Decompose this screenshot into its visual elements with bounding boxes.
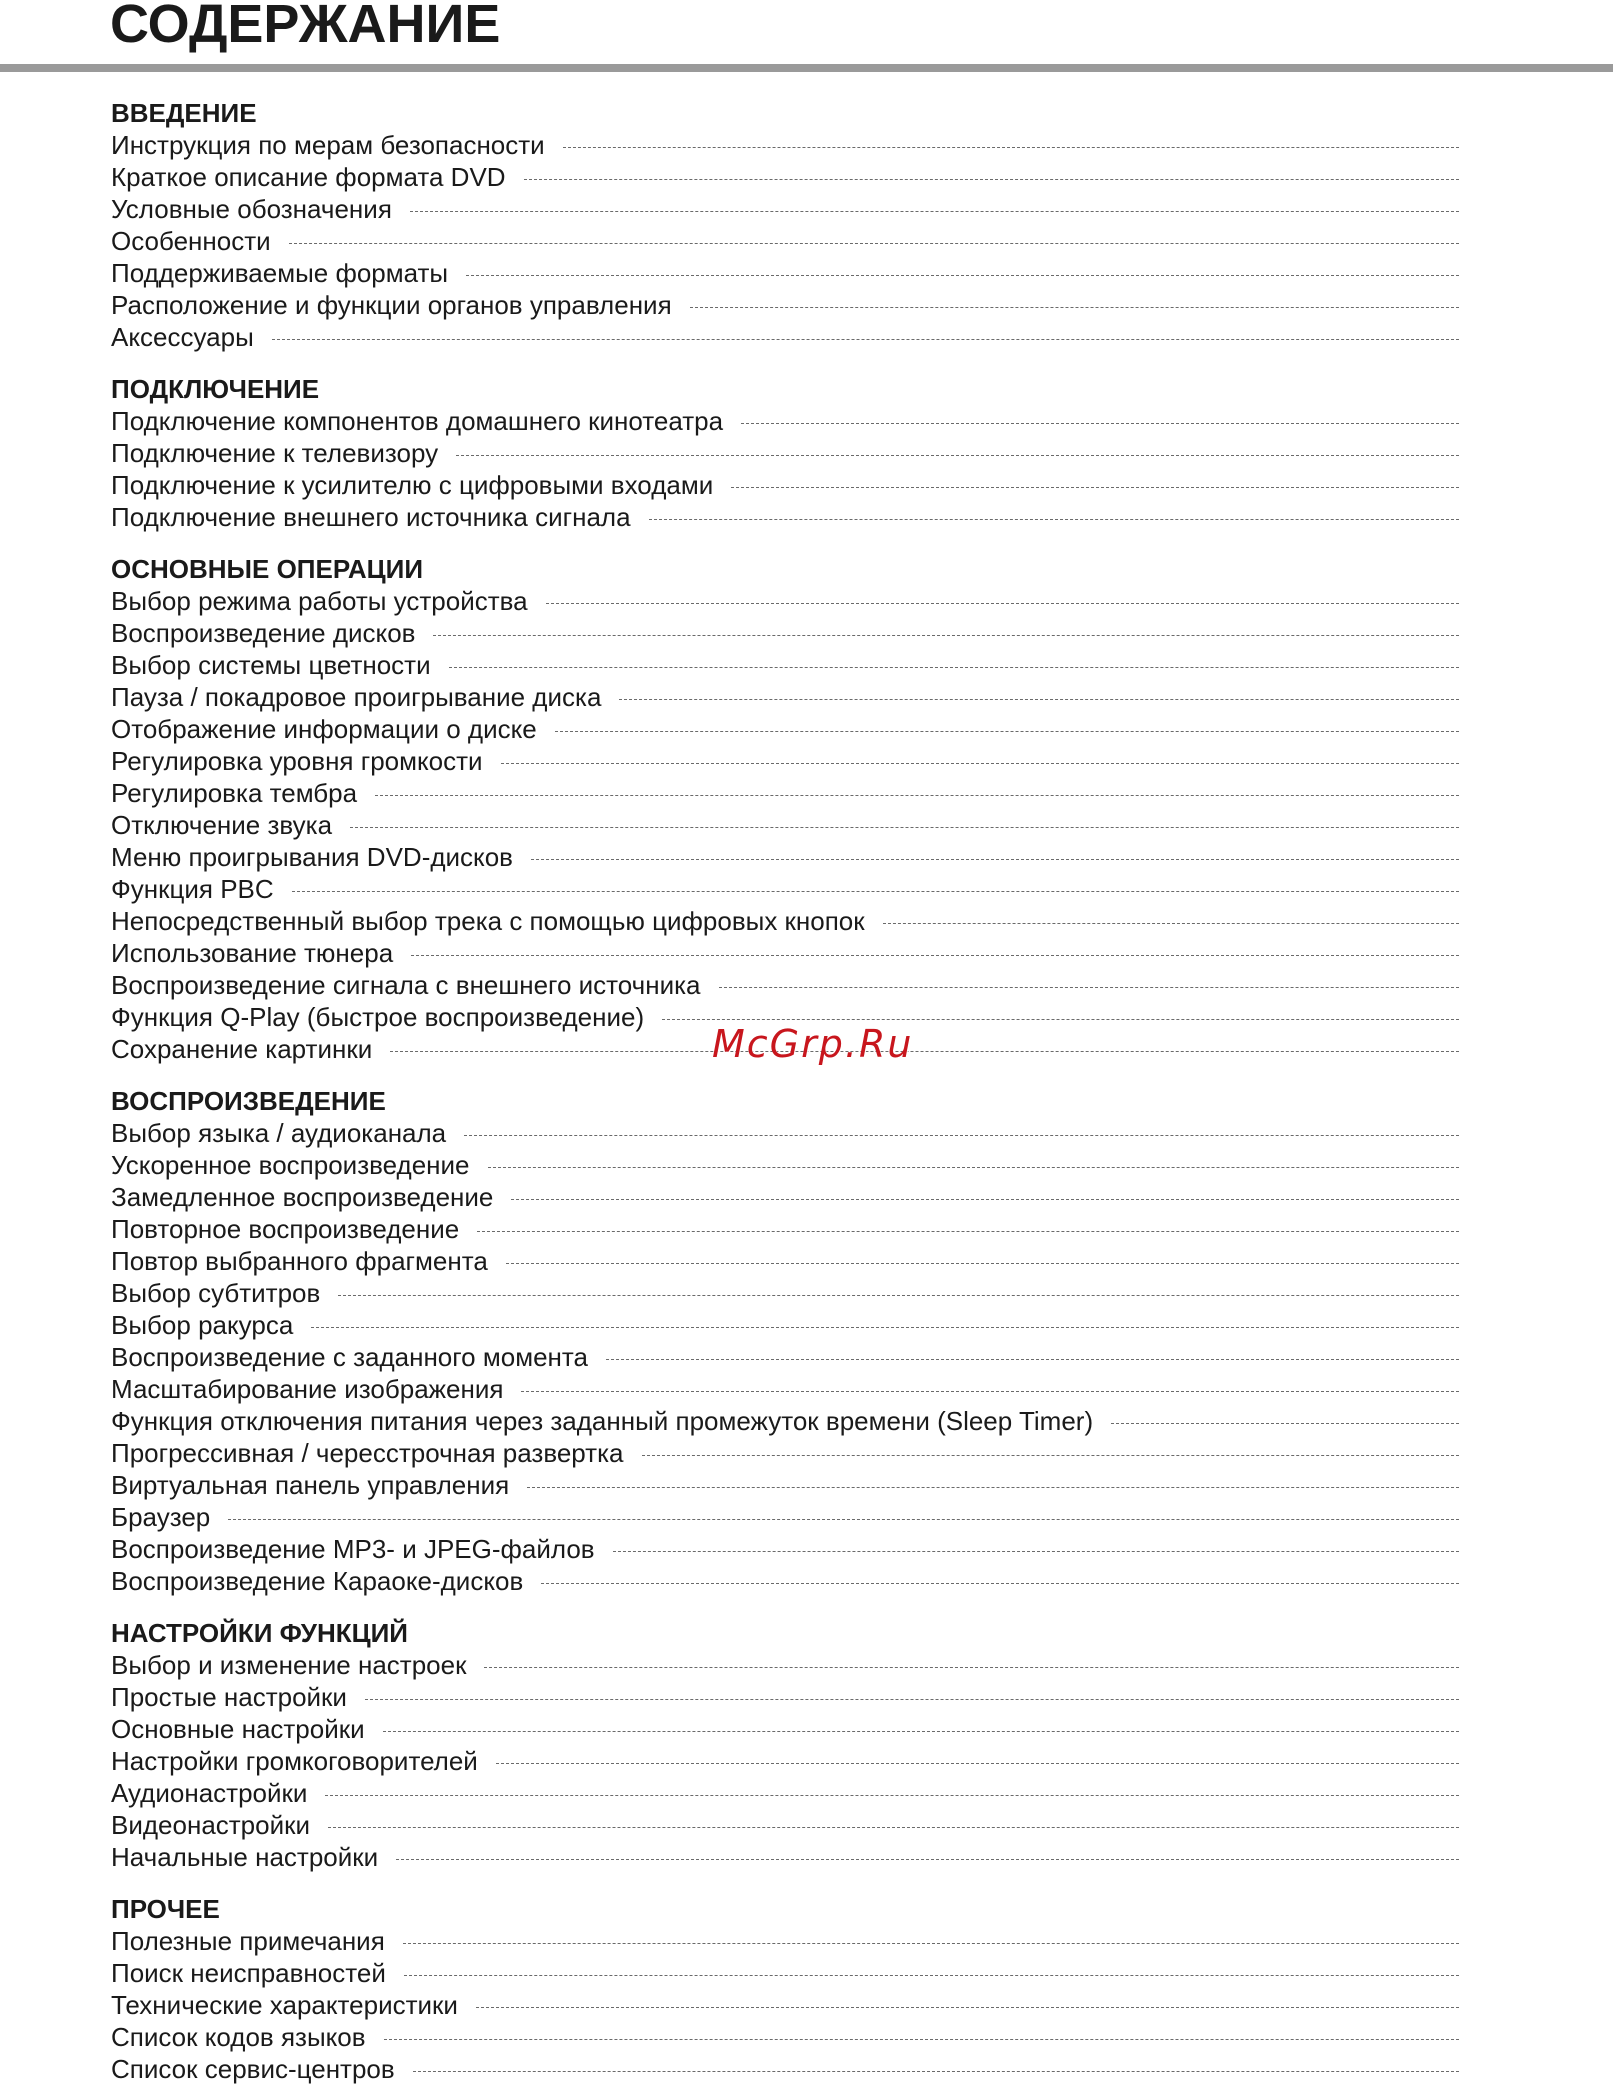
- dotted-leader: [555, 731, 1459, 732]
- toc-entry: [111, 1841, 1459, 1873]
- toc-entry-label: Прогрессивная / чересстрочная развертка: [111, 1438, 624, 1468]
- toc-entry: [111, 161, 1459, 193]
- toc-entry: [111, 1533, 1459, 1565]
- dotted-leader: [396, 1859, 1459, 1860]
- toc-entry: [111, 1713, 1459, 1745]
- toc-entry: [111, 289, 1459, 321]
- toc-section: [111, 373, 1459, 533]
- toc-entry: [111, 1501, 1459, 1533]
- toc-entry: [111, 809, 1459, 841]
- toc-entry: [111, 1373, 1459, 1405]
- toc-entry: [111, 1309, 1459, 1341]
- dotted-leader: [619, 699, 1459, 700]
- toc-entry-label: Расположение и функции органов управления: [111, 290, 672, 320]
- dotted-leader: [642, 1455, 1460, 1456]
- toc-entry-label: Полезные примечания: [111, 1926, 385, 1956]
- dotted-leader: [383, 1731, 1459, 1732]
- toc-entry: [111, 1341, 1459, 1373]
- section-heading: НАСТРОЙКИ ФУНКЦИЙ: [111, 1618, 408, 1648]
- toc-entry-label: Список сервис-центров: [111, 2054, 395, 2084]
- toc-entry: [111, 405, 1459, 437]
- toc-entry-label: Непосредственный выбор трека с помощью цифровых кнопок: [111, 906, 865, 936]
- toc-entry-label: Краткое описание формата DVD: [111, 162, 506, 192]
- toc-entry: [111, 713, 1459, 745]
- toc-section: [111, 1617, 1459, 1873]
- toc-entry: [111, 1745, 1459, 1777]
- toc-entry: [111, 1957, 1459, 1989]
- dotted-leader: [546, 603, 1459, 604]
- toc-section: [111, 553, 1459, 1065]
- dotted-leader: [563, 147, 1459, 148]
- toc-entry-label: Поиск неисправностей: [111, 1958, 386, 1988]
- dotted-leader: [484, 1667, 1459, 1668]
- toc-entry: [111, 1437, 1459, 1469]
- watermark: McGrp.Ru: [712, 1022, 914, 1066]
- dotted-leader: [272, 339, 1459, 340]
- toc-entry-label: Особенности: [111, 226, 271, 256]
- dotted-leader: [524, 179, 1459, 180]
- toc-entry-label: Воспроизведение с заданного момента: [111, 1342, 588, 1372]
- toc-entry-label: Функция PBC: [111, 874, 274, 904]
- toc-entry: [111, 1213, 1459, 1245]
- toc-section: [111, 97, 1459, 353]
- toc-entry: [111, 1117, 1459, 1149]
- toc-entry-label: Использование тюнера: [111, 938, 394, 968]
- toc-entry: [111, 681, 1459, 713]
- toc-entry-label: Функция отключения питания через заданный промежуток времени (Sleep Timer): [111, 1406, 1094, 1436]
- toc-entry: [111, 1469, 1459, 1501]
- dotted-leader: [292, 891, 1459, 892]
- dotted-leader: [511, 1199, 1459, 1200]
- toc-entry: [111, 1181, 1459, 1213]
- toc-entry: [111, 225, 1459, 257]
- section-heading: ПОДКЛЮЧЕНИЕ: [111, 374, 320, 404]
- dotted-leader: [1111, 1423, 1459, 1424]
- toc-entry-label: Аксессуары: [111, 322, 254, 352]
- dotted-leader: [311, 1327, 1459, 1328]
- toc-entry: [111, 501, 1459, 533]
- toc-entry: [111, 437, 1459, 469]
- section-heading: ОСНОВНЫЕ ОПЕРАЦИИ: [111, 554, 424, 584]
- dotted-leader: [506, 1263, 1459, 1264]
- toc-entry-label: Аудионастройки: [111, 1778, 308, 1808]
- toc-entry-label: Подключение к телевизору: [111, 438, 439, 468]
- dotted-leader: [411, 955, 1459, 956]
- toc-entry-label: Поддерживаемые форматы: [111, 258, 449, 288]
- toc-entry-label: Подключение к усилителю с цифровыми входами: [111, 470, 714, 500]
- title-divider: [0, 64, 1613, 72]
- toc-entry-label: Настройки громкоговорителей: [111, 1746, 478, 1776]
- dotted-leader: [413, 2071, 1459, 2072]
- toc-entry-label: Инструкция по мерам безопасности: [111, 130, 545, 160]
- toc-entry-label: Функция Q-Play (быстрое воспроизведение): [111, 1002, 645, 1032]
- toc-entry-label: Технические характеристики: [111, 1990, 458, 2020]
- toc-entry: [111, 969, 1459, 1001]
- dotted-leader: [464, 1135, 1459, 1136]
- dotted-leader: [613, 1551, 1459, 1552]
- toc-entry: [111, 2053, 1459, 2085]
- toc-entry-label: Основные настройки: [111, 1714, 365, 1744]
- dotted-leader: [521, 1391, 1459, 1392]
- dotted-leader: [476, 2007, 1459, 2008]
- dotted-leader: [456, 455, 1459, 456]
- dotted-leader: [375, 795, 1459, 796]
- toc-entry-label: Отключение звука: [111, 810, 333, 840]
- toc-entry-label: Виртуальная панель управления: [111, 1470, 510, 1500]
- toc-entry-label: Условные обозначения: [111, 194, 392, 224]
- toc-entry: [111, 777, 1459, 809]
- dotted-leader: [496, 1763, 1459, 1764]
- toc-entry-label: Масштабирование изображения: [111, 1374, 504, 1404]
- toc-section: [111, 1893, 1459, 2085]
- dotted-leader: [289, 243, 1459, 244]
- dotted-leader: [606, 1359, 1459, 1360]
- dotted-leader: [690, 307, 1459, 308]
- toc-entry: [111, 905, 1459, 937]
- toc-entry: [111, 937, 1459, 969]
- dotted-leader: [488, 1167, 1460, 1168]
- dotted-leader: [350, 827, 1459, 828]
- toc-entry: [111, 1277, 1459, 1309]
- toc-entry-label: Простые настройки: [111, 1682, 347, 1712]
- toc-entry: [111, 1925, 1459, 1957]
- dotted-leader: [338, 1295, 1459, 1296]
- toc-entry-label: Воспроизведение MP3- и JPEG-файлов: [111, 1534, 595, 1564]
- toc-entry: [111, 257, 1459, 289]
- toc-entry: [111, 1565, 1459, 1597]
- dotted-leader: [477, 1231, 1459, 1232]
- toc-section: [111, 1085, 1459, 1597]
- toc-entry: [111, 1149, 1459, 1181]
- dotted-leader: [531, 859, 1459, 860]
- toc-entry-label: Выбор и изменение настроек: [111, 1650, 467, 1680]
- toc-entry: [111, 1649, 1459, 1681]
- toc-entry-label: Подключение внешнего источника сигнала: [111, 502, 631, 532]
- toc-entry: [111, 1405, 1459, 1437]
- toc-entry-label: Выбор системы цветности: [111, 650, 431, 680]
- dotted-leader: [662, 1019, 1459, 1020]
- toc-entry: [111, 873, 1459, 905]
- toc-entry-label: Выбор режима работы устройства: [111, 586, 528, 616]
- dotted-leader: [883, 923, 1459, 924]
- toc-entry-label: Подключение компонентов домашнего кинотеатра: [111, 406, 724, 436]
- toc-entry: [111, 129, 1459, 161]
- dotted-leader: [365, 1699, 1459, 1700]
- dotted-leader: [433, 635, 1459, 636]
- dotted-leader: [403, 1943, 1459, 1944]
- dotted-leader: [390, 1051, 1459, 1052]
- toc-entry-label: Отображение информации о диске: [111, 714, 537, 744]
- section-heading: ВВЕДЕНИЕ: [111, 98, 257, 128]
- dotted-leader: [649, 519, 1459, 520]
- toc-entry: [111, 649, 1459, 681]
- toc-entry-label: Повтор выбранного фрагмента: [111, 1246, 488, 1276]
- dotted-leader: [449, 667, 1459, 668]
- dotted-leader: [410, 211, 1459, 212]
- dotted-leader: [466, 275, 1459, 276]
- toc-entry: [111, 617, 1459, 649]
- toc-entry: [111, 193, 1459, 225]
- toc-entry-label: Список кодов языков: [111, 2022, 366, 2052]
- toc-entry-label: Воспроизведение Караоке-дисков: [111, 1566, 524, 1596]
- dotted-leader: [731, 487, 1459, 488]
- toc-entry: [111, 745, 1459, 777]
- table-of-contents: [111, 97, 1459, 2085]
- dotted-leader: [501, 763, 1459, 764]
- toc-entry-label: Видеонастройки: [111, 1810, 311, 1840]
- toc-entry: [111, 585, 1459, 617]
- toc-entry: [111, 1989, 1459, 2021]
- dotted-leader: [527, 1487, 1459, 1488]
- toc-entry-label: Воспроизведение сигнала с внешнего источника: [111, 970, 701, 1000]
- toc-entry: [111, 1809, 1459, 1841]
- section-heading: ПРОЧЕЕ: [111, 1894, 220, 1924]
- toc-entry-label: Браузер: [111, 1502, 211, 1532]
- dotted-leader: [325, 1795, 1459, 1796]
- toc-entry-label: Регулировка уровня громкости: [111, 746, 483, 776]
- toc-entry-label: Меню проигрывания DVD-дисков: [111, 842, 513, 872]
- toc-entry-label: Выбор ракурса: [111, 1310, 294, 1340]
- dotted-leader: [384, 2039, 1459, 2040]
- toc-entry-label: Воспроизведение дисков: [111, 618, 416, 648]
- dotted-leader: [228, 1519, 1459, 1520]
- toc-entry-label: Пауза / покадровое проигрывание диска: [111, 682, 602, 712]
- dotted-leader: [719, 987, 1459, 988]
- dotted-leader: [404, 1975, 1459, 1976]
- toc-entry: [111, 2021, 1459, 2053]
- toc-entry-label: Регулировка тембра: [111, 778, 358, 808]
- toc-entry-label: Выбор субтитров: [111, 1278, 321, 1308]
- toc-entry-label: Выбор языка / аудиоканала: [111, 1118, 447, 1148]
- toc-entry-label: Повторное воспроизведение: [111, 1214, 460, 1244]
- section-heading: ВОСПРОИЗВЕДЕНИЕ: [111, 1086, 386, 1116]
- page-title: СОДЕРЖАНИЕ: [110, 0, 501, 54]
- toc-entry: [111, 1245, 1459, 1277]
- toc-entry: [111, 1681, 1459, 1713]
- toc-entry: [111, 841, 1459, 873]
- dotted-leader: [328, 1827, 1459, 1828]
- toc-entry: [111, 469, 1459, 501]
- toc-entry-label: Сохранение картинки: [111, 1034, 373, 1064]
- toc-entry-label: Замедленное воспроизведение: [111, 1182, 494, 1212]
- dotted-leader: [541, 1583, 1459, 1584]
- dotted-leader: [741, 423, 1459, 424]
- toc-entry-label: Начальные настройки: [111, 1842, 379, 1872]
- toc-entry-label: Ускоренное воспроизведение: [111, 1150, 470, 1180]
- toc-entry: [111, 1777, 1459, 1809]
- toc-entry: [111, 321, 1459, 353]
